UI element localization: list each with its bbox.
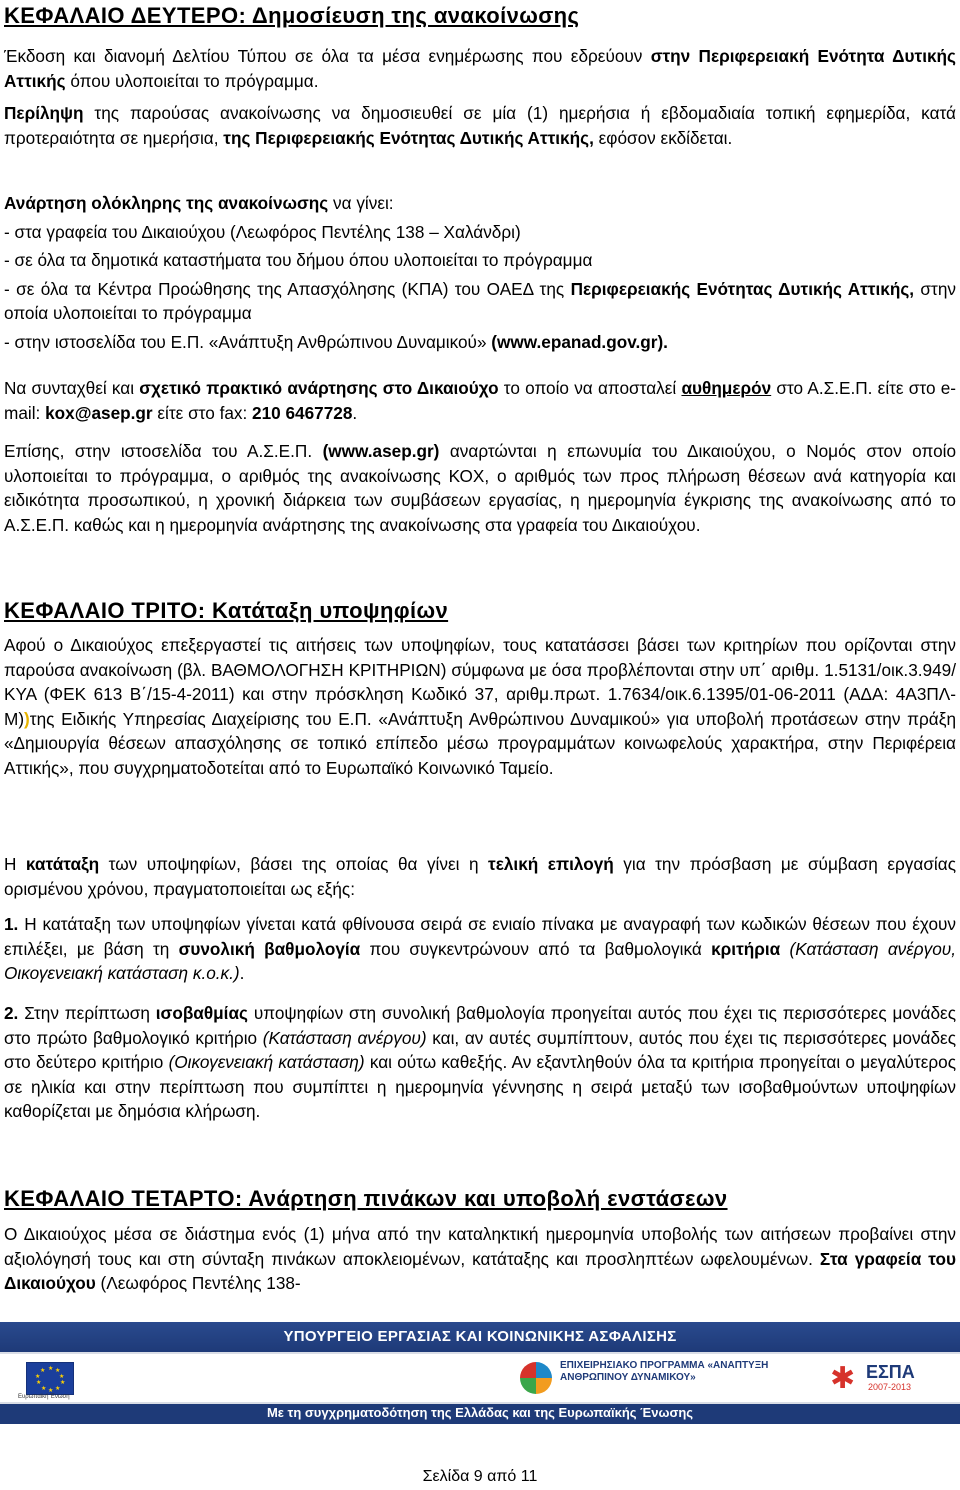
list-item: - στα γραφεία του Δικαιούχου (Λεωφόρος Πεντέλης 138 – Χαλάνδρι) bbox=[4, 221, 521, 242]
ch2-paragraph-1: Έκδοση και διανομή Δελτίου Τύπου σε όλα τα μέσα ενημέρωσης που εδρεύουν στην Περιφερειακή Ενότητα Δυτικής Αττικής όπου υλοποιείται το πρόγραμμα. bbox=[4, 46, 956, 91]
ch2-posting-list: Ανάρτηση ολόκληρης της ανακοίνωσης να γίνει: - στα γραφεία του Δικαιούχου (Λεωφόρος Πεντέλης 138 – Χαλάνδρι) - σε όλα τα δημοτικά καταστήματα του δήμου όπου υλοποιείται το πρόγραμμα - σε όλα τα Κέντρα Προώθησης της Απασχόλησης (ΚΠΑ) του ΟΑΕΔ της Περιφερειακής Ενότητας Δυτικής Αττικής, στην οποία υλοποιείται το πρόγραμμα - στην ιστοσελίδα του Ε.Π. «Ανάπτυξη Ανθρώπινου Δυναμικού» (www.epanad.gov.gr). bbox=[4, 191, 956, 354]
ch3-paragraph-2: Η κατάταξη των υποψηφίων, βάσει της οποίας θα γίνει η τελική επιλογή για την πρόσβαση με σύμβαση εργασίας ορισμένου χρόνου, πραγματοποιείται ως εξής: bbox=[4, 854, 956, 899]
espa-star-icon: ✱ bbox=[830, 1362, 856, 1395]
eu-caption: Ευρωπαϊκή Ένωση bbox=[18, 1394, 70, 1400]
ch3-paragraph-3: 1. Η κατάταξη των υποψηφίων γίνεται κατά φθίνουσα σειρά σε ενιαίο πίνακα με αναγραφή των κωδικών θέσεων που έχουν επιλέξει, με βάση τη συνολική βαθμολογία που συγκεντρώνουν από τα βαθμολογικά κριτήρια (Κατάσταση ανέργου, Οικογενειακή κατάσταση κ.ο.κ.). bbox=[4, 914, 956, 983]
ch3-paragraph-1: Αφού ο Δικαιούχος επεξεργαστεί τις αιτήσεις των υποψηφίων, τους κατατάσσει βάσει των κριτηρίων που ορίζονται στην παρούσα ανακοίνωση (βλ. ΒΑΘΜΟΛΟΓΗΣΗ ΚΡΙΤΗΡΙΩΝ) σύμφωνα με όσα προβλέπονται στην υπ΄ αριθμ. 1.5131/οικ.3.949/ΚΥΑ (ΦΕΚ 613 Β΄/15-4-2011) και στην πρόσκληση Κωδικό 37, αριθμ.πρωτ. 1.7634/οικ.6.1395/01-06-2011 (ΑΔΑ: 4Α3ΠΛ-Μ))της Ειδικής Υπηρεσίας Διαχείρισης του Ε.Π. «Ανάπτυξη Ανθρώπινου Δυναμικού» για υποβολή προτάσεων στην πράξη «Δημιουργία θέσεων απασχόλησης σε τοπικό επίπεδο μέσω προγραμμάτων κοινωφελούς χαρακτήρα, στην Περιφέρεια Αττικής», που συγχρηματοδοτείται από το Ευρωπαϊκό Κοινωνικό Ταμείο. bbox=[4, 635, 956, 778]
logos-strip bbox=[0, 1352, 960, 1404]
program-logo-icon bbox=[520, 1362, 552, 1394]
list-item: - σε όλα τα Κέντρα Προώθησης της Απασχόλησης (ΚΠΑ) του ΟΑΕΔ της Περιφερειακής Ενότητας Δυτικής Αττικής, στην οποία υλοποιείται το πρόγραμμα bbox=[4, 278, 956, 323]
ch2-paragraph-4: Να συνταχθεί και σχετικό πρακτικό ανάρτησης στο Δικαιούχο το οποίο να αποσταλεί αυθημερόν στο Α.Σ.Ε.Π. είτε στο e-mail: kox@asep.gr είτε στο fax: 210 6467728. bbox=[4, 378, 957, 423]
list-item: - σε όλα τα δημοτικά καταστήματα του δήμου όπου υλοποιείται το πρόγραμμα bbox=[4, 250, 593, 270]
program-name: ΕΠΙΧΕΙΡΗΣΙΑΚΟ ΠΡΟΓΡΑΜΜΑ «ΑΝΑΠΤΥΞΗ ΑΝΘΡΩΠΙΝΟΥ ΔΥΝΑΜΙΚΟΥ» bbox=[560, 1360, 769, 1383]
eu-flag-icon: ★ ★ ★ ★ ★ ★ ★ ★ ★ ★ bbox=[26, 1362, 74, 1395]
page-number: Σελίδα 9 από 11 bbox=[422, 1468, 538, 1485]
list-item: - στην ιστοσελίδα του Ε.Π. «Ανάπτυξη Ανθρώπινου Δυναμικού» (www.epanad.gov.gr). bbox=[4, 331, 668, 352]
ch2-paragraph-5: Επίσης, στην ιστοσελίδα του Α.Σ.Ε.Π. (www.asep.gr) αναρτώνται η επωνυμία του Δικαιούχου, ο Νομός στον οποίο υλοποιείται το πρόγραμμα, ο αριθμός της ανακοίνωσης ΚΟΧ, ο αριθμός των προς πλήρωση θέσεων ανά κατηγορία και ειδικότητα προσωπικού, η χρονική διάρκεια των συμβάσεων εργασίας, η ημερομηνία έγκρισης της ανακοίνωσης από το Α.Σ.Ε.Π. καθώς και η ημερομηνία ανάρτησης της ανακοίνωσης στα γραφεία του Δικαιούχου. bbox=[4, 441, 956, 535]
chapter-4-title: ΚΕΦΑΛΑΙΟ ΤΕΤΑΡΤΟ: Ανάρτηση πινάκων και υποβολή ενστάσεων bbox=[4, 1186, 728, 1211]
ch2-paragraph-2: Περίληψη της παρούσας ανακοίνωσης να δημοσιευθεί σε μία (1) ημερήσια ή εβδομαδιαία τοπική εφημερίδα, κατά προτεραιότητα σε ημερήσια, της Περιφερειακής Ενότητας Δυτικής Αττικής, εφόσον εκδίδεται. bbox=[4, 103, 956, 148]
chapter-3-title: ΚΕΦΑΛΑΙΟ ΤΡΙΤΟ: Κατάταξη υποψηφίων bbox=[4, 598, 449, 623]
chapter-2-title: ΚΕΦΑΛΑΙΟ ΔΕΥΤΕΡΟ: Δημοσίευση της ανακοίνωσης bbox=[4, 3, 580, 28]
ch3-paragraph-4: 2. Στην περίπτωση ισοβαθμίας υποψηφίων στη συνολική βαθμολογία προηγείται αυτός που έχει τις περισσότερες μονάδες στο πρώτο βαθμολογικό κριτήριο (Κατάσταση ανέργου) και, αν αυτές συμπίπτουν, αυτός που έχει τις περισσότερες μονάδες στο δεύτερο κριτήριο (Οικογενειακή κατάσταση) και ούτω καθεξής. Αν εξαντληθούν όλα τα κριτήρια προηγείται ο μεγαλύτερος σε ηλικία και στην περίπτωση που συμπίπτει η ημερομηνία γέννησης η σειρά μεταξύ των ισοβαθμούντων υποψηφίων καθορίζεται με δημόσια κλήρωση. bbox=[4, 1003, 957, 1121]
funding-banner bbox=[0, 1322, 960, 1424]
espa-logo: ✱ ΕΣΠΑ 2007-2013 bbox=[830, 1362, 915, 1395]
ministry-title: ΥΠΟΥΡΓΕΙΟ ΕΡΓΑΣΙΑΣ ΚΑΙ ΚΟΙΝΩΝΙΚΗΣ ΑΣΦΑΛΙΣΗΣ bbox=[0, 1322, 960, 1352]
ch4-paragraph-1: Ο Δικαιούχος μέσα σε διάστημα ενός (1) μήνα από την καταληκτική ημερομηνία υποβολής των αιτήσεων προβαίνει στην αξιολόγησή τους και στη σύνταξη πινάκων αποκλειομένων, κατάταξης και προσληπτέων ωφελουμένων. Στα γραφεία του Δικαιούχου (Λεωφόρος Πεντέλης 138- bbox=[4, 1224, 956, 1293]
cofunding-note: Με τη συγχρηματοδότηση της Ελλάδας και της Ευρωπαϊκής Ένωσης bbox=[266, 1405, 694, 1420]
